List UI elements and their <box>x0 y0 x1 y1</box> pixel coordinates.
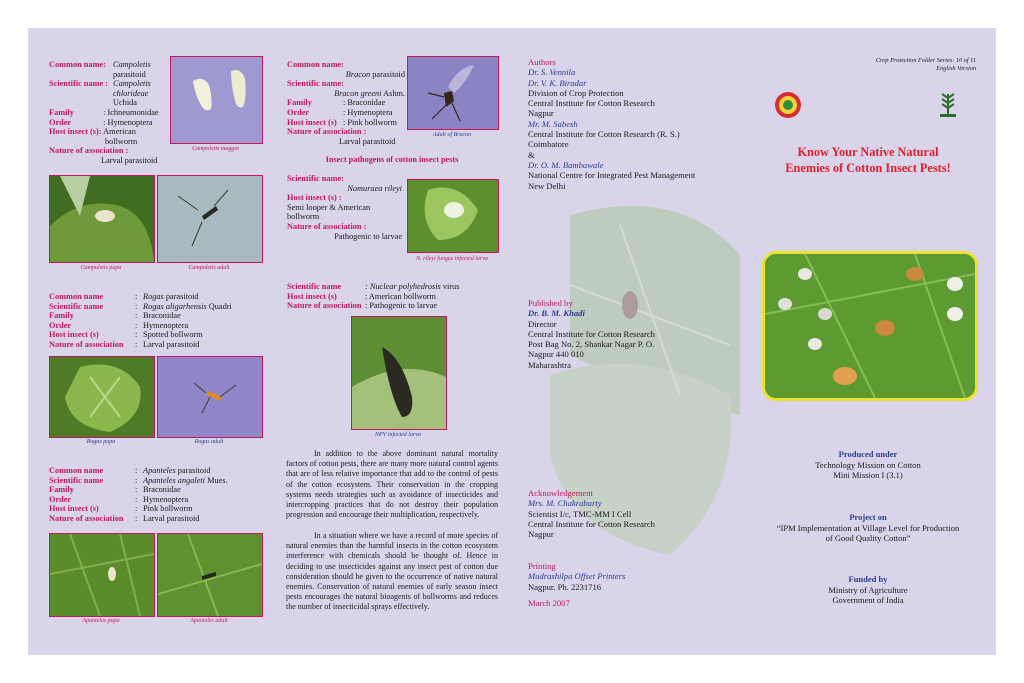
label: Nature of association : <box>287 221 367 231</box>
campoletis-info <box>49 60 169 166</box>
npv-info: Scientific name : Nuclear polyhedrosis virus Host insect (s) : American bollworm Nature of association : Pathogenic to larvae <box>287 282 460 311</box>
author-name: Dr. O. M. Bambawale <box>528 159 604 170</box>
bracon-adult-photo <box>407 56 499 130</box>
pupa-illustration <box>50 176 154 262</box>
value: Pathogenic to larvae <box>334 231 402 241</box>
value: Nomuraea rileyi <box>347 183 402 193</box>
wasp-illustration <box>158 176 262 262</box>
value: Braconidae <box>143 485 181 495</box>
value: Hymenoptera <box>143 320 189 330</box>
label: Common name <box>49 292 104 301</box>
caption-npv: NPV infected larva <box>375 432 421 438</box>
address-line: Central Institute for Cotton Research (R. S.) <box>528 129 680 140</box>
value: Campoletis <box>113 60 151 69</box>
label: Host insect (s) <box>49 330 99 340</box>
label: Order <box>49 494 72 504</box>
label: Scientific name <box>49 301 104 311</box>
value: : Ichneumonidae <box>103 107 159 117</box>
value: Apanteles angaleti <box>143 475 205 485</box>
label: Host insect (s) : <box>287 193 342 203</box>
value: Rogas <box>143 292 164 301</box>
caption-rogas-adult: Rogas adult <box>194 439 224 445</box>
value: : Nuclear polyhedrosis <box>365 282 441 291</box>
author-name: Dr. V. K. Biradar <box>528 77 587 88</box>
nrileyi-photo <box>407 179 499 253</box>
value: : Pathogenic to larvae <box>365 301 438 311</box>
printing-section <box>528 561 738 608</box>
acknowledgement-heading: Acknowledgement <box>528 488 593 498</box>
ampersand: & <box>528 149 535 160</box>
campoletis-pupa-photo <box>49 175 155 263</box>
icar-logo <box>773 90 803 120</box>
address-line: Post Bag No. 2, Shankar Nagar P. O. <box>528 339 655 350</box>
infected-larva-illustration <box>408 180 498 252</box>
label: Common name: <box>49 60 106 69</box>
cotton-square-illustration <box>50 357 154 437</box>
address-line: New Delhi <box>528 180 566 191</box>
label: Host insect (s): <box>49 127 102 137</box>
npv-illustration <box>352 317 446 429</box>
caption-nrileyi: N. rileyi fungus infected larva <box>416 256 488 262</box>
caption-campoletis-maggot: Campoletis maggot <box>192 146 239 152</box>
value: Larval parasitoid <box>143 513 200 523</box>
paragraph-1: In addition to the above dominant natural mortality factors of cotton pests, there are many more natural control agents that are of less relative importance that add to the control of pests of the cotton ecosystem. Their conservation in the cropping systems needs strategies such as avoidance of insecticides and intercropping practices that do not destroy their population progression and encourage their multiplication, respectively. <box>286 449 498 520</box>
value: Larval parasitoid <box>101 155 158 165</box>
published-heading: Published by <box>528 298 573 308</box>
paragraph-2: In a situation where we have a record of more species of natural enemies than the harmful insects in the cotton ecosystem interference with chemicals should be thought of. Hence in deciding to use insecticides against any insect pest of cotton due consideration should be given to the occurrence of native natural enemies. Conservation of natural enemies of early season insect pests encourages the natural bioagents of bollworms and reduces the number of insecticidal sprays effectively. <box>286 531 498 612</box>
beetles-on-leaf-illustration <box>765 254 975 398</box>
apanteles-info: Common name : Apanteles parasitoid Scientific name : Apanteles angaleti Mues. Family : Braconidae Order : Hymenoptera Host insect (s) : Pink bollworm Nature of association : Larval parasitoid <box>49 466 228 523</box>
label: Scientific name: <box>287 174 344 183</box>
label: Nature of association <box>49 339 124 349</box>
leaf-illustration <box>50 534 154 616</box>
value: Larval parasitoid <box>143 339 200 349</box>
value: : American bollworm <box>365 291 436 301</box>
label: Nature of association : <box>287 127 367 137</box>
address-line: Scientist I/c, TMC-MM I Cell <box>528 508 632 519</box>
nomuraea-info <box>287 174 402 241</box>
acknowledged-name: Mrs. M. Chakrabarty <box>528 498 602 509</box>
value: Semi looper & American <box>287 202 371 212</box>
address-line: Central Institute for Cotton Research <box>528 98 655 109</box>
address-line: Central Institute for Cotton Research <box>528 518 655 529</box>
value: : Hymenoptera <box>343 107 393 117</box>
caption-apanteles-pupa: Apanteles pupa <box>82 618 120 624</box>
wasp-illustration <box>158 357 262 437</box>
address-line: Nagpur 440 010 <box>528 349 584 360</box>
value: Spotted bollworm <box>143 330 203 340</box>
value: American <box>103 127 136 137</box>
value: chlorideae <box>113 88 149 98</box>
address-line: Division of Crop Protection <box>528 87 624 98</box>
caption-campoletis-pupa: Campoletis pupa <box>80 265 122 271</box>
acknowledgement-section <box>528 488 738 539</box>
rogas-adult-photo <box>157 356 263 438</box>
address-line: Nagpur <box>528 108 554 119</box>
label: Family <box>287 98 312 108</box>
value: parasitoid <box>113 69 146 79</box>
address-line: Coimbatore <box>528 139 569 150</box>
series-info: Crop Protection Folder Series: 10 of 11 English Version <box>875 57 976 72</box>
value: Campoletis <box>113 79 151 89</box>
label: Host insect (s) <box>287 117 337 127</box>
label: Host insect (s) <box>287 291 337 301</box>
authors-heading: Authors <box>528 57 556 67</box>
cover-photo <box>762 251 978 401</box>
author-name: Dr. S. Vennila <box>528 67 576 78</box>
printer-name: Mudrashilpa Offset Printers <box>528 571 626 582</box>
label: Scientific name <box>49 475 104 485</box>
printing-heading: Printing <box>528 561 556 571</box>
value: bollworm <box>287 212 320 222</box>
value: Bracon greeni <box>334 88 382 98</box>
value: Apanteles <box>143 466 176 475</box>
label: Common name <box>49 466 104 475</box>
wasp-on-leaf-illustration <box>158 534 262 616</box>
logo-emblem-icon <box>773 90 803 120</box>
caption-bracon-adult: Adult of Bracon <box>432 132 472 138</box>
label: Host insect (s) <box>49 504 99 514</box>
value: Uchida <box>113 98 137 108</box>
label: Family <box>49 485 74 495</box>
printer-phone: Nagpur. Ph. 2231716 <box>528 581 602 592</box>
value: : Pink bollworm <box>343 117 397 127</box>
value: : Hymenoptera <box>103 117 153 127</box>
pathogens-section-title: Insect pathogens of cotton insect pests <box>325 155 459 164</box>
label: Nature of association <box>287 301 362 311</box>
apanteles-adult-photo <box>157 533 263 617</box>
label: Nature of association <box>49 513 124 523</box>
npv-larva-photo <box>351 316 447 430</box>
label: Scientific name: <box>287 79 344 89</box>
bracon-info: Common name: Bracon parasitoid Scientific name: Bracon greeni Ashm. Family : Braconidae Order : Hymenoptera Host insect (s) : Pink bollworm Nature of association : Larval parasitoid <box>287 60 405 146</box>
value: bollworm <box>105 136 138 146</box>
value: Hymenoptera <box>143 494 189 504</box>
address-line: Maharashtra <box>528 359 571 370</box>
campoletis-adult-photo <box>157 175 263 263</box>
label: Family <box>49 311 74 321</box>
campoletis-maggot-photo <box>170 56 263 144</box>
publisher-name: Dr. B. M. Khadi <box>528 308 585 319</box>
funded-by-section: Funded by Ministry of Agriculture Government of India <box>828 574 908 605</box>
value: Rogas aligarhensis <box>143 301 207 311</box>
label: Scientific name <box>287 282 342 291</box>
rogas-pupa-photo <box>49 356 155 438</box>
produced-under-section: Produced under Technology Mission on Cotton Mini Mission I (3.1) <box>815 449 921 480</box>
caption-rogas-pupa: Rogas pupa <box>86 439 116 445</box>
author-name: Mr. M. Sabesh <box>528 118 578 129</box>
address-line: National Centre for Integrated Pest Management <box>528 170 696 181</box>
brochure-title: Know Your Native Natural Enemies of Cotton Insect Pests! <box>785 145 951 175</box>
apanteles-pupa-photo <box>49 533 155 617</box>
authors-section <box>528 57 738 191</box>
caption-apanteles-adult: Apanteles adult <box>190 618 228 624</box>
print-date: March 2007 <box>528 597 570 608</box>
project-section: Project on “IPM Implementation at Village Level for Production of Good Quality Cotton” <box>776 512 960 543</box>
address-line: Central Institute for Cotton Research <box>528 328 655 339</box>
rogas-info: Common name : Rogas parasitoid Scientific name : Rogas aligarhensis Quadri Family : Braconidae Order : Hymenoptera Host insect (s) : Spotted bollworm Nature of association : Larval parasitoid <box>49 292 232 349</box>
label: Family <box>49 107 74 117</box>
value: Bracon <box>345 69 371 79</box>
maggot-illustration <box>171 57 262 143</box>
label: Order <box>287 107 310 117</box>
bracon-illustration <box>408 57 498 129</box>
publisher-section <box>528 298 738 370</box>
address-line: Director <box>528 318 557 329</box>
label: Common name: <box>287 60 344 69</box>
ministry-logo <box>935 90 961 120</box>
label: Nature of association : <box>49 146 129 156</box>
value: Pink bollworm <box>143 504 193 514</box>
label: Order <box>49 320 72 330</box>
value: Braconidae <box>143 311 181 321</box>
value: : Braconidae <box>343 98 386 108</box>
label: Scientific name : <box>49 79 108 89</box>
value: Larval parasitoid <box>339 136 396 146</box>
address-line: Nagpur <box>528 529 554 540</box>
wheat-emblem-icon <box>935 90 961 120</box>
caption-campoletis-adult: Campoletis adult <box>188 265 230 271</box>
label: Order <box>49 117 72 127</box>
